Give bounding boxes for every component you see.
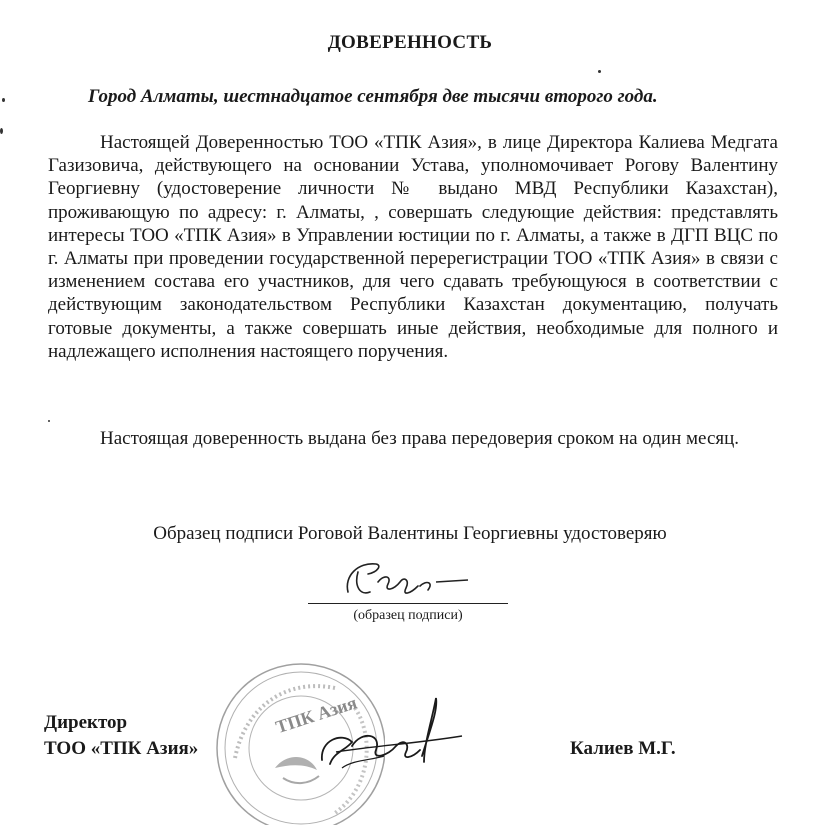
scan-speck xyxy=(2,98,5,102)
director-block xyxy=(44,710,198,762)
director-signature-image xyxy=(312,690,472,780)
document-title: ДОВЕРЕННОСТЬ xyxy=(327,32,493,53)
scan-speck xyxy=(48,420,50,422)
signature-sample-label: Образец подписи Роговой Валентины Георгиевны удостоверяю xyxy=(153,523,667,544)
signature-line xyxy=(308,603,508,604)
director-title: Директор xyxy=(44,712,128,733)
director-name: Калиев М.Г. xyxy=(570,738,676,759)
validity-paragraph: Настоящая доверенность выдана без права передоверия сроком на один месяц. xyxy=(100,428,740,449)
authorization-paragraph: Настоящей Доверенностью ТОО «ТПК Азия», в лице Директора Калиева Медгата Газизовича, действующего на основании Устава, уполномочивает Рогову Валентину Георгиевну (удостоверение личности № выдано МВД Республики Казахстан), проживающую по адресу: г. Алматы, , совершать следующие действия: представлять интересы ТОО «ТПК Азия» в Управлении юстиции по г. Алматы, а также в ДГП ВЦС по г. Алматы при проведении государственной перерегистрации ТОО «ТПК Азия» в связи с изменением состава его участников, для чего сдавать требующуюся в соответствии с действующим законодательством Республики Казахстан документацию, получать готовые документы, а также совершать иные действия, необходимые для полного и надлежащего исполнения настоящего поручения. xyxy=(48,132,778,362)
city-date-line: Город Алматы, шестнадцатое сентября две тысячи второго года. xyxy=(88,86,658,107)
sample-signature-image xyxy=(318,552,488,607)
scan-speck xyxy=(0,128,3,134)
company-name: ТОО «ТПК Азия» xyxy=(44,738,199,759)
signature-caption: (образец подписи) xyxy=(353,608,463,623)
scan-speck xyxy=(598,70,601,73)
svg-text:ТПК Азия: ТПК Азия xyxy=(273,692,360,738)
